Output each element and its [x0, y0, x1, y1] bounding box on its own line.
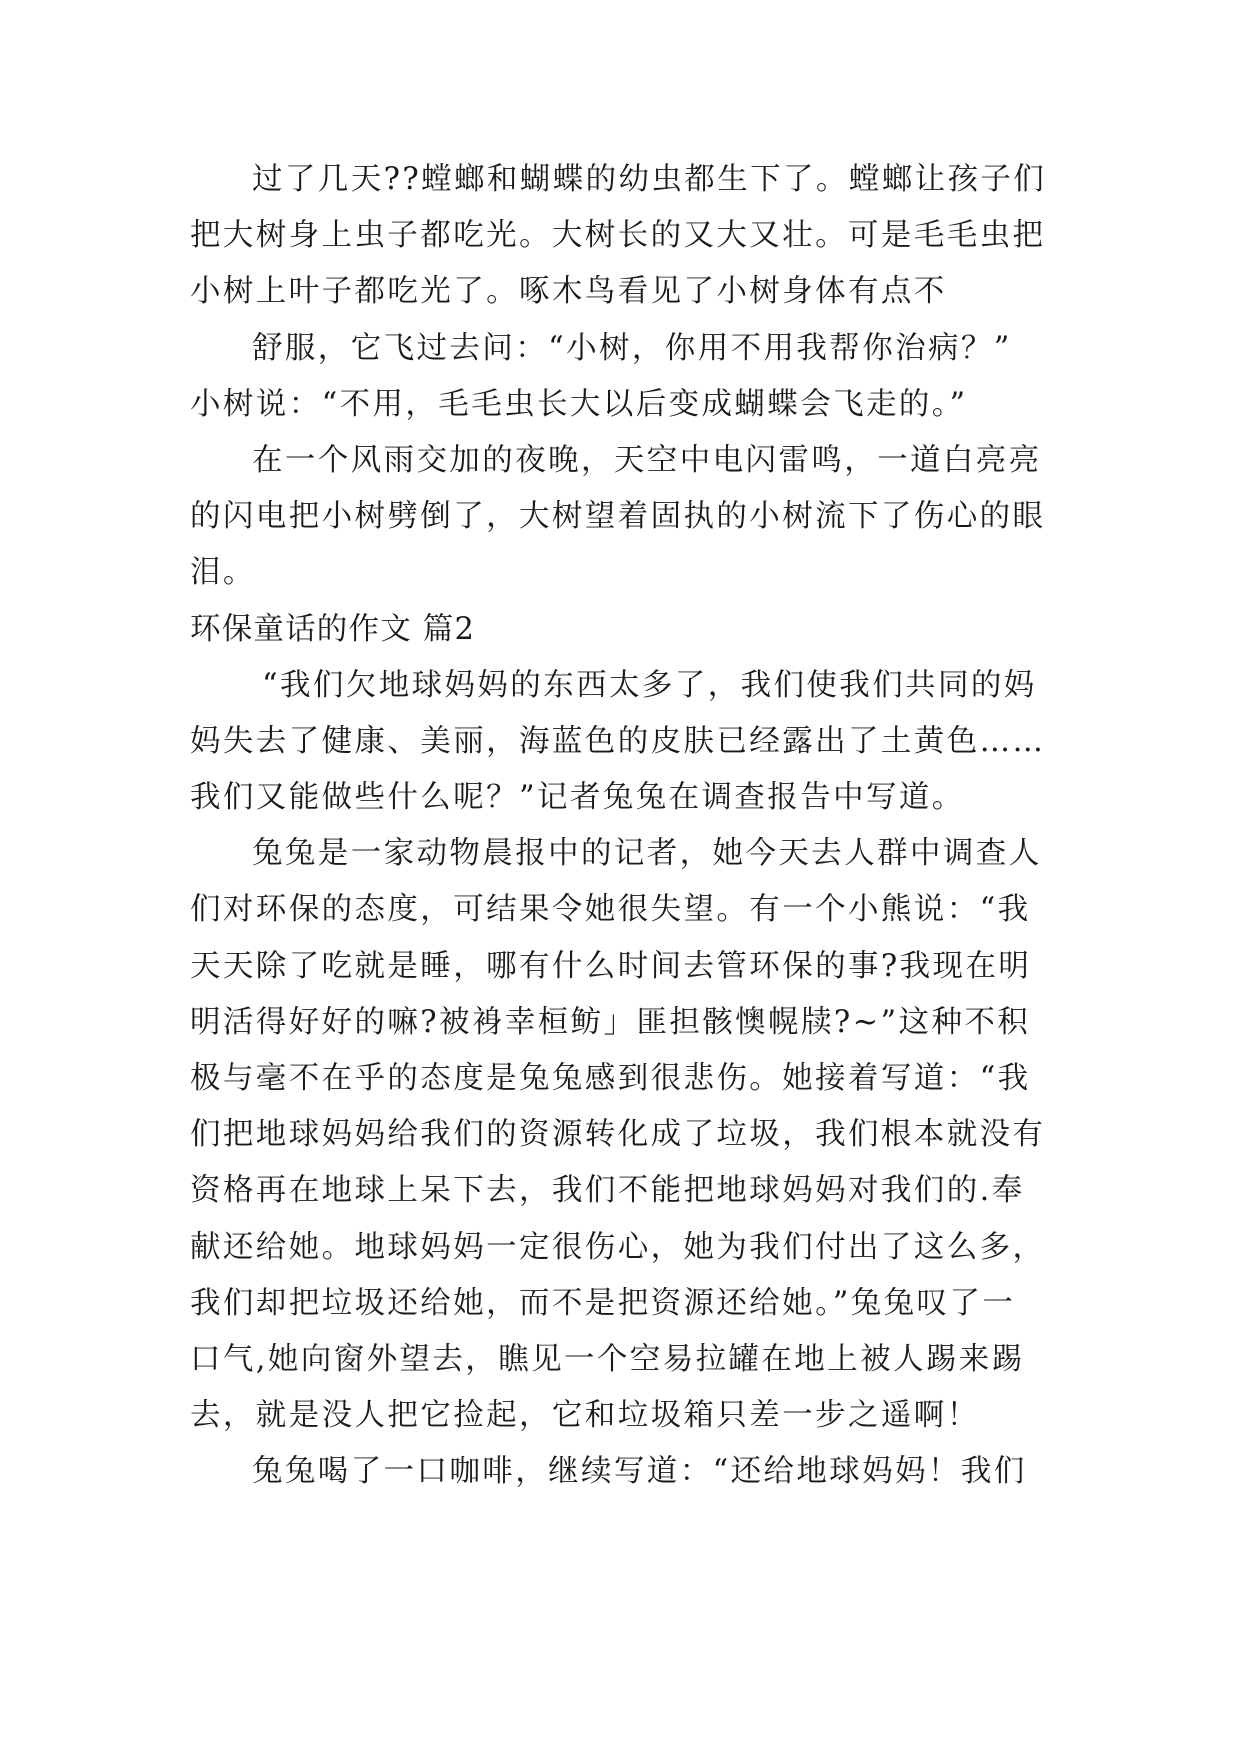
- paragraph-line: 舒服，它飞过去问：“小树，你用不用我帮你治病？”: [252, 330, 1012, 366]
- paragraph-line: 们把地球妈妈给我们的资源转化成了垃圾，我们根本就没有: [190, 1117, 1046, 1153]
- paragraph-line: 小树说：“不用，毛毛虫长大以后变成蝴蝶会飞走的。”: [190, 386, 968, 422]
- section-heading: 环保童话的作文 篇2: [190, 611, 476, 647]
- paragraph-line: “我们欠地球妈妈的东西太多了，我们使我们共同的妈: [262, 667, 1037, 703]
- paragraph-line: 在一个风雨交加的夜晚，天空中电闪雷鸣，一道白亮亮: [252, 442, 1042, 478]
- paragraph-line: 把大树身上虫子都吃光。大树长的又大又壮。可是毛毛虫把: [190, 218, 1046, 254]
- paragraph-line: 小树上叶子都吃光了。啄木鸟看见了小树身体有点不: [190, 274, 947, 310]
- paragraph-line: 极与毫不在乎的态度是兔兔感到很悲伤。她接着写道：“我: [190, 1061, 1031, 1096]
- paragraph-line: 明活得好好的嘛?被裑幸桓鲂」匪担骸懊幌牍?~”这种不积: [190, 1004, 1031, 1040]
- paragraph-line: 我们却把垃圾还给她，而不是把资源还给她。”兔兔叹了一: [190, 1285, 1016, 1321]
- paragraph-line: 资格再在地球上呆下去，我们不能把地球妈妈对我们的.奉: [190, 1173, 1025, 1209]
- paragraph-line: 过了几天??螳螂和蝴蝶的幼虫都生下了。螳螂让孩子们: [252, 162, 1047, 197]
- paragraph-line: 兔兔喝了一口咖啡，继续写道：“还给地球妈妈！我们: [252, 1454, 1027, 1490]
- paragraph-line: 去，就是没人把它捡起，它和垃圾箱只差一步之遥啊！: [190, 1398, 980, 1434]
- paragraph-line: 泪。: [190, 555, 256, 591]
- paragraph-line: 献还给她。地球妈妈一定很伤心，她为我们付出了这么多，: [190, 1229, 1046, 1265]
- paragraph-line: 天天除了吃就是睡，哪有什么时间去管环保的事?我现在明: [190, 948, 1032, 984]
- paragraph-line: 的闪电把小树劈倒了，大树望着固执的小树流下了伤心的眼: [190, 499, 1046, 535]
- paragraph-line: 我们又能做些什么呢？”记者兔兔在调查报告中写道。: [190, 780, 965, 816]
- paragraph-line: 兔兔是一家动物晨报中的记者，她今天去人群中调查人: [252, 836, 1042, 872]
- document-body: [190, 152, 1060, 1501]
- paragraph-line: 们对环保的态度，可结果令她很失望。有一个小熊说：“我: [190, 892, 1031, 928]
- paragraph-line: 口气,她向窗外望去，瞧见一个空易拉罐在地上被人踢来踢: [190, 1341, 1025, 1377]
- paragraph-line: 妈失去了健康、美丽，海蓝色的皮肤已经露出了土黄色……: [190, 723, 1046, 759]
